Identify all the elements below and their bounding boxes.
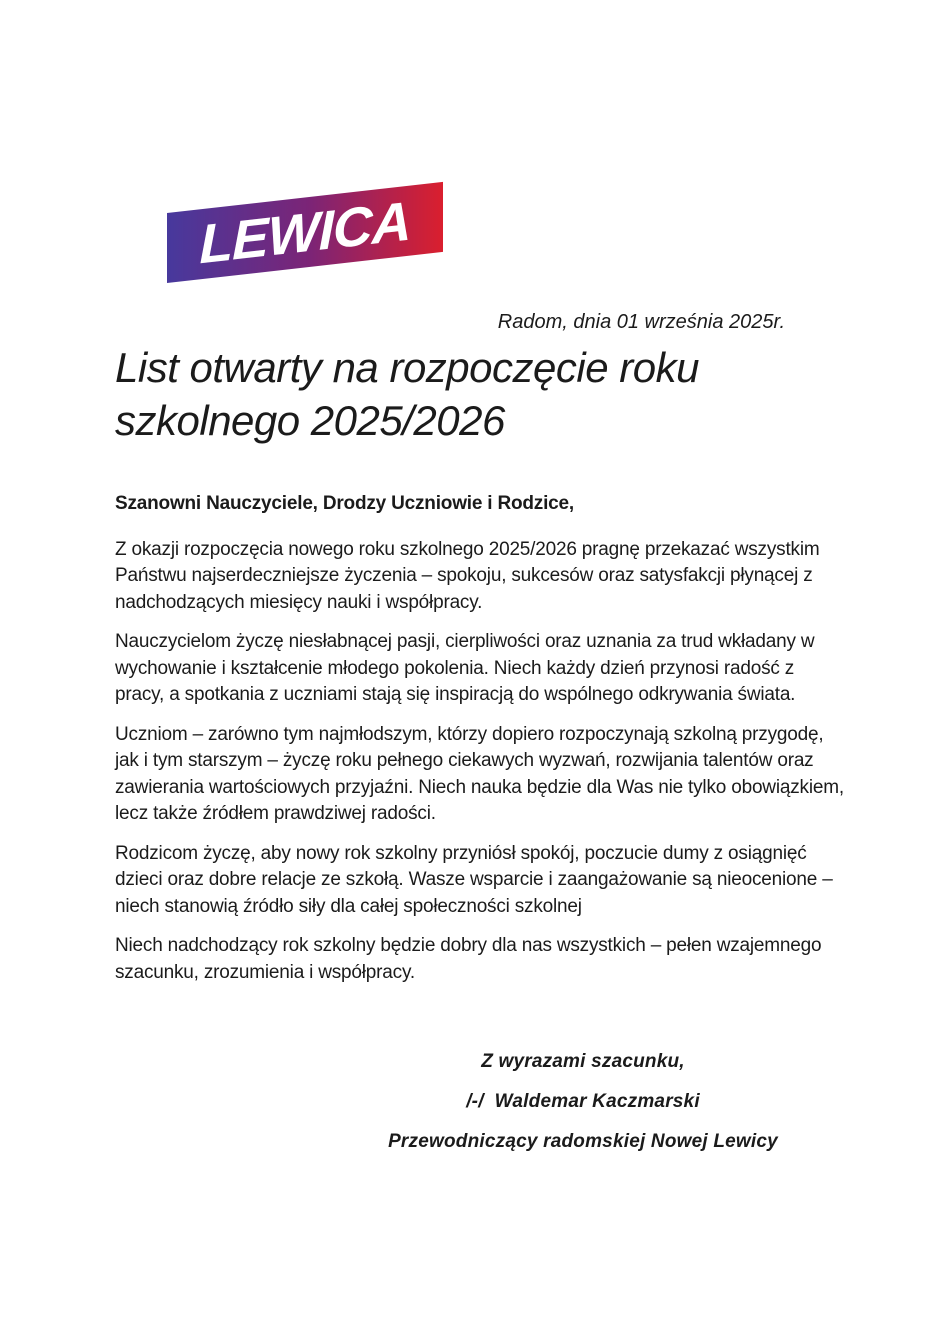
letter-content (0, 310, 950, 1162)
paragraph-wishes-general: Z okazji rozpoczęcia nowego roku szkolnego 2025/2026 pragnę przekazać wszystkim Państwu najserdeczniejsze życzenia – spokoju, sukcesów oraz satysfakcji płynącej z nadchodzących miesięcy nauki i współpracy. (115, 538, 820, 613)
paragraph-closing: Niech nadchodzący rok szkolny będzie dobry dla nas wszystkich – pełen wzajemnego szacunku, zrozumienia i współpracy. (115, 935, 822, 983)
signature-name: /-/ Waldemar Kaczmarski (466, 1091, 700, 1112)
letter-title (115, 341, 845, 447)
greeting: Szanowni Nauczyciele, Drodzy Uczniowie i Rodzice, (115, 493, 574, 514)
date-line: Radom, dnia 01 września 2025r. (497, 311, 785, 333)
signature-role: Przewodniczący radomskiej Nowej Lewicy (388, 1131, 778, 1152)
paragraph-students: Uczniom – zarówno tym najmłodszym, którzy dopiero rozpoczynają szkolną przygodę, jak i tym starszym – życzę roku pełnego ciekawych wyzwań, rozwijania talentów oraz zawierania wartościowych przyjaźni. Niech nauka będzie dla Was nie tylko obowiązkiem, lecz także źródłem prawdziwej radości. (115, 723, 844, 824)
paragraph-parents: Rodzicom życzę, aby nowy rok szkolny przyniósł spokój, poczucie dumy z osiągnięć dzieci oraz dobre relacje ze szkołą. Wasze wsparcie i zaangażowanie są nieocenione – niech stanowią źródło siły dla całej społeczności szkolnej (115, 842, 833, 917)
letter-title-line1: List otwarty na rozpoczęcie roku (115, 344, 699, 391)
letter-title-line2: szkolnego 2025/2026 (115, 397, 505, 444)
lewica-logo (167, 182, 443, 283)
signature-block (333, 1042, 833, 1162)
lewica-logo-text: LEWICA (199, 189, 411, 276)
paragraph-teachers: Nauczycielom życzę niesłabnącej pasji, cierpliwości oraz uznania za trud wkładany w wychowanie i kształcenie młodego pokolenia. Niech każdy dzień przynosi radość z pracy, a spotkania z uczniami stają się inspiracją do wspólnego odkrywania świata. (115, 631, 815, 705)
signature-salutation: Z wyrazami szacunku, (481, 1051, 685, 1072)
